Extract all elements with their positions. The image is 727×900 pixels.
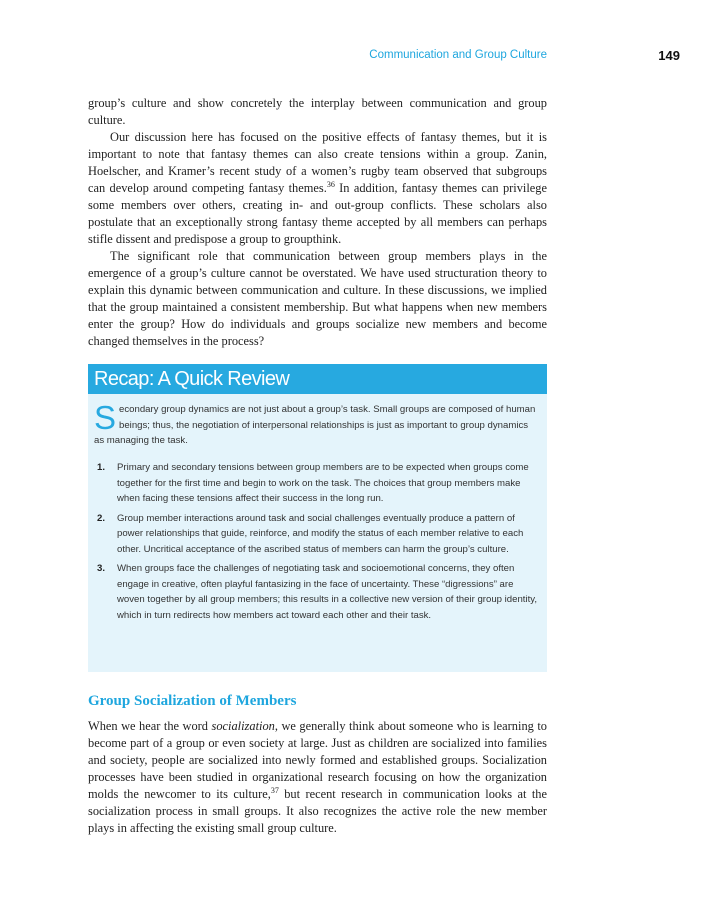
recap-intro-text: econdary group dynamics are not just about a group’s task. Small groups are composed of human beings; thus, the negotiation of interpersonal relationships is just as important to group dynamics as managing the task. <box>94 404 536 446</box>
list-number: 2. <box>97 512 106 524</box>
recap-list-item <box>94 561 539 623</box>
paragraph-2-text-a: Our discussion here has focused on the positive effects of fantasy themes, but it is important to note that fantasy themes can also create tensions within a group. Zanin, Hoelscher, and Kramer’s recent study of a women’s rugby team observed that subgroups can develop around competing fantasy themes. <box>88 130 547 195</box>
paragraph-4-text-c: but recent research in communication looks at the socialization process in small groups. It also recognizes the active role the new member plays in affecting the existing small group culture. <box>88 787 547 835</box>
drop-cap: S <box>94 399 117 436</box>
paragraph-2 <box>88 129 547 248</box>
paragraph-2-text-b: In addition, fantasy themes can privilege some members over others, creating in- and out-group conflicts. These scholars also postulate that an exceptionally strong fantasy theme accepted by all members can perhaps stifle dissent and predispose a group to groupthink. <box>88 181 547 246</box>
recap-box <box>88 364 547 672</box>
paragraph-3: The significant role that communication between group members plays in the emergence of a group’s culture cannot be overstated. We have used structuration theory to explain this dynamic between communication and culture. In these discussions, we implied that the group maintained a consistent membership. But what happens when new members enter the group? How do individuals and groups socialize new members and become changed themselves in the process? <box>88 249 547 348</box>
list-number: 1. <box>97 462 106 473</box>
paragraph-4-text-a: When we hear the word <box>88 719 212 733</box>
page-number: 149 <box>658 48 680 63</box>
page-header <box>0 48 727 66</box>
list-item-text: Group member interactions around task and social challenges eventually produce a pattern of power relationships that guide, reinforce, and modify the status of each member relative to each other. Uncritical acceptance of the ascribed status of members can harm the group’s culture. <box>117 512 524 555</box>
recap-title: Recap: A Quick Review <box>88 364 547 394</box>
list-number: 3. <box>97 563 106 574</box>
list-item-text: When groups face the challenges of negotiating task and socioemotional concerns, they often engage in creative, often playful fantasizing in the face of uncertainty. These “digressions” are woven together by all group members; this results in a collective new version of their group identity, which in turn redirects how members act toward each other and their task. <box>117 563 538 621</box>
footnote-ref-36[interactable]: 36 <box>326 180 335 189</box>
recap-list-item <box>94 511 539 558</box>
recap-list <box>94 460 539 627</box>
body-text-bottom <box>88 718 547 837</box>
term-socialization: socialization <box>211 719 275 733</box>
footnote-ref-37[interactable]: 37 <box>270 786 279 795</box>
paragraph-4-text-b: , we generally think about someone who is learning to become part of a group or even society at large. Just as children are socialized into families and society, people are socialized into newly formed and established groups. Socialization processes have been studied in organizational research focusing on how the organization molds the newcomer to its culture, <box>88 719 547 801</box>
section-heading: Group Socialization of Members <box>88 693 297 709</box>
body-text-top <box>88 95 547 350</box>
recap-list-item <box>94 460 539 507</box>
list-item-text: Primary and secondary tensions between group members are to be expected when groups come together for the first time and begin to work on the task. The choices that group members make when facing these tensions affect their success in the long run. <box>117 462 529 504</box>
paragraph-1: group’s culture and show concretely the interplay between communication and group culture. <box>88 96 547 127</box>
running-head: Communication and Group Culture <box>369 49 547 61</box>
paragraph-4 <box>88 718 547 837</box>
recap-intro <box>94 399 539 449</box>
